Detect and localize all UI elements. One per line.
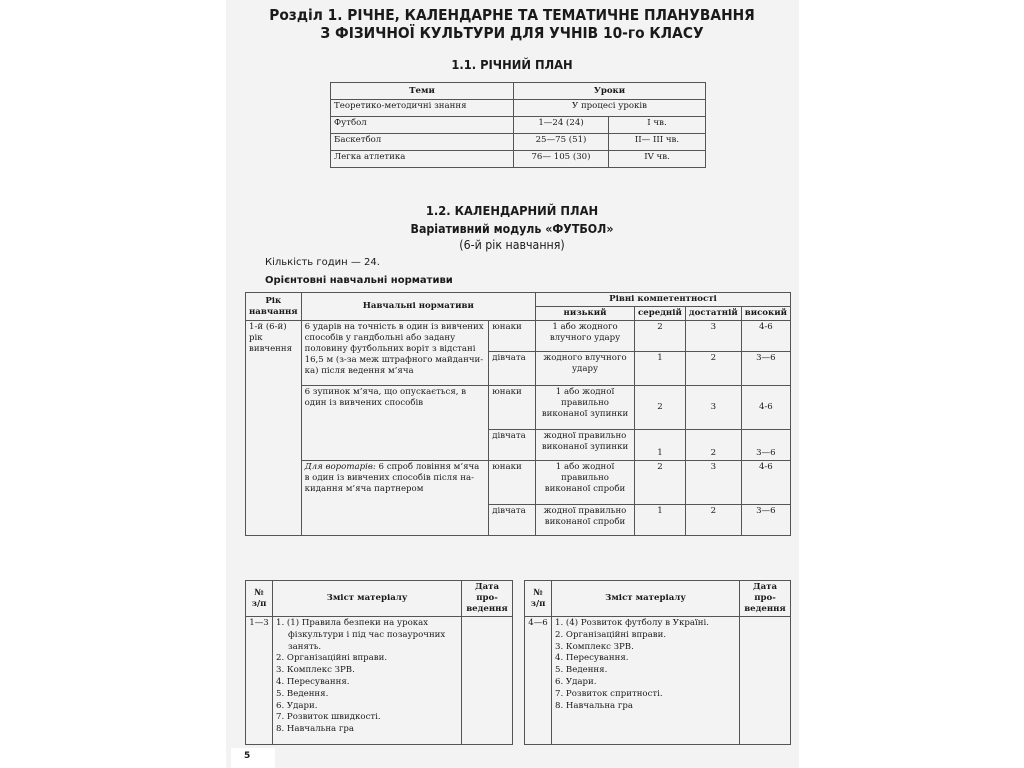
table-header-row <box>246 581 513 617</box>
list-item: 7. Розвиток швидкості. <box>276 712 381 723</box>
table-row <box>331 117 706 134</box>
header-mid: середній <box>635 307 686 321</box>
suff-cell: 3 <box>685 461 741 505</box>
suff-cell: 2 <box>685 352 741 386</box>
suff-cell: 2 <box>685 430 741 461</box>
norm-description <box>301 321 489 386</box>
term-cell: І чв. <box>609 117 706 134</box>
header-num: № з/п <box>246 581 273 617</box>
page-number: 5 <box>244 751 251 761</box>
page-number-box <box>231 748 275 768</box>
high-cell: 3—6 <box>741 430 790 461</box>
header-suff: достатній <box>685 307 741 321</box>
gender-cell: юнаки <box>489 321 536 352</box>
norm-text: 6 ударів на точність в один із вивчених способів у гандбольні або задану половину футбольних воріт з відстані 16,5 м (з-за меж штрафного майданчика) після ведення м’яча <box>304 322 484 376</box>
module-title: Варіативний модуль «ФУТБОЛ» <box>410 222 614 236</box>
lesson-content <box>552 617 740 745</box>
list-item: 6. Удари. <box>276 700 318 711</box>
list-item: 3. Комплекс ЗРВ. <box>555 641 634 652</box>
low-cell: 1 або жодного влучного удару <box>535 321 634 352</box>
mid-cell: 1 <box>635 430 686 461</box>
mid-cell: 2 <box>635 461 686 505</box>
header-num: № з/п <box>525 581 552 617</box>
header-content: Зміст матеріалу <box>552 581 740 617</box>
lesson-items <box>276 618 458 736</box>
gender-cell: дівчата <box>489 430 536 461</box>
list-item: 2. Організаційні вправи. <box>555 629 667 640</box>
suff-cell: 3 <box>685 321 741 352</box>
table-header-row <box>331 83 706 100</box>
mid-cell: 1 <box>635 352 686 386</box>
gender-cell: юнаки <box>489 386 536 430</box>
low-cell: 1 або жодної правильно виконаної зупинки <box>535 386 634 430</box>
suff-cell: 3 <box>685 386 741 430</box>
yearly-plan-heading: 1.1. РІЧНИЙ ПЛАН <box>451 57 573 72</box>
gender-cell: юнаки <box>489 461 536 505</box>
lesson-content <box>273 617 462 745</box>
topic-cell: Баскетбол <box>331 134 514 151</box>
low-cell: жодної правильно виконаної зупинки <box>535 430 634 461</box>
norm-text: 6 зупинок м’яча, що опускається, в один із вивчених способів <box>304 387 467 408</box>
list-item: 7. Розвиток спритності. <box>555 688 663 699</box>
table-header-row <box>246 293 791 307</box>
table-row <box>246 321 791 352</box>
norm-description <box>301 461 489 536</box>
table-header-row <box>525 581 791 617</box>
header-year: Рік навчання <box>246 293 302 321</box>
year-cell: 1-й (6-й) рік вивчення <box>246 321 302 536</box>
header-levels: Рівні компетентності <box>535 293 790 307</box>
header-lessons: Уроки <box>514 83 706 100</box>
lesson-table-2 <box>524 580 791 745</box>
header-date: Дата проведення <box>462 581 513 617</box>
low-cell: 1 або жодної правильно виконаної спроби <box>535 461 634 505</box>
header-norms: Навчальні нормативи <box>301 293 535 321</box>
mid-cell: 1 <box>635 505 686 536</box>
list-item: 8. Навчальна гра <box>555 700 634 711</box>
list-item: 1. (1) Правила безпеки на уроках фізкультури і під час позаурочних занять. <box>276 618 446 652</box>
term-cell: IV чв. <box>609 151 706 168</box>
lesson-date <box>740 617 791 745</box>
list-item: 6. Удари. <box>555 676 597 687</box>
high-cell: 3—6 <box>741 352 790 386</box>
section-title-line1: Розділ 1. РІЧНЕ, КАЛЕНДАРНЕ ТА ТЕМАТИЧНЕ ПЛАНУВАННЯ <box>269 6 755 24</box>
list-item: 5. Ведення. <box>555 665 608 676</box>
term-cell: ІІ— ІІІ чв. <box>609 134 706 151</box>
topic-cell: Футбол <box>331 117 514 134</box>
norm-description <box>301 386 489 461</box>
low-cell: жодної правильно виконаної спроби <box>535 505 634 536</box>
lesson-number: 1—3 <box>246 617 273 745</box>
high-cell: 4-6 <box>741 386 790 430</box>
list-item: 3. Комплекс ЗРВ. <box>276 665 355 676</box>
list-item: 5. Ведення. <box>276 688 329 699</box>
norm-text: 6 спроб ловіння м’яча в один із вивчених способів після накидання м’яча партнером <box>304 462 480 494</box>
lesson-table-1 <box>245 580 513 745</box>
lessons-cell: У процесі уроків <box>514 100 706 117</box>
hours-count: Кількість годин — 24. <box>265 257 380 268</box>
list-item: 8. Навчальна гра <box>276 724 355 735</box>
topic-cell: Теоретико-методичні знання <box>331 100 514 117</box>
table-row <box>331 134 706 151</box>
table-row <box>525 617 791 745</box>
norms-table <box>245 292 791 536</box>
table-row <box>246 461 791 505</box>
calendar-plan-heading: 1.2. КАЛЕНДАРНИЙ ПЛАН <box>425 203 599 218</box>
lesson-items <box>555 618 736 712</box>
high-cell: 4-6 <box>741 321 790 352</box>
mid-cell: 2 <box>635 321 686 352</box>
norms-heading: Орієнтовні навчальні нормативи <box>265 275 453 286</box>
norm-prefix: Для воротарів: <box>304 462 376 472</box>
header-low: низький <box>535 307 634 321</box>
table-row <box>331 151 706 168</box>
header-date: Дата проведення <box>740 581 791 617</box>
low-cell: жодного влучного удару <box>535 352 634 386</box>
table-row <box>246 617 513 745</box>
table-row <box>246 386 791 430</box>
header-topics: Теми <box>331 83 514 100</box>
high-cell: 4-6 <box>741 461 790 505</box>
topic-cell: Легка атлетика <box>331 151 514 168</box>
lessons-cell: 76— 105 (30) <box>514 151 609 168</box>
header-high: високий <box>741 307 790 321</box>
list-item: 1. (4) Розвиток футболу в Україні. <box>555 618 709 628</box>
list-item: 4. Пересування. <box>555 653 629 664</box>
lessons-cell: 25—75 (51) <box>514 134 609 151</box>
study-year: (6-й рік навчання) <box>459 238 565 252</box>
lesson-number: 4—6 <box>525 617 552 745</box>
gender-cell: дівчата <box>489 352 536 386</box>
header-content: Зміст матеріалу <box>273 581 462 617</box>
high-cell: 3—6 <box>741 505 790 536</box>
section-title-line2: З ФІЗИЧНОЇ КУЛЬТУРИ ДЛЯ УЧНІВ 10-го КЛАСУ <box>320 24 704 42</box>
list-item: 2. Організаційні вправи. <box>276 653 388 664</box>
list-item: 4. Пересування. <box>276 676 350 687</box>
lesson-date <box>462 617 513 745</box>
yearly-plan-table <box>330 82 706 168</box>
lessons-cell: 1—24 (24) <box>514 117 609 134</box>
gender-cell: дівчата <box>489 505 536 536</box>
suff-cell: 2 <box>685 505 741 536</box>
mid-cell: 2 <box>635 386 686 430</box>
table-row <box>331 100 706 117</box>
